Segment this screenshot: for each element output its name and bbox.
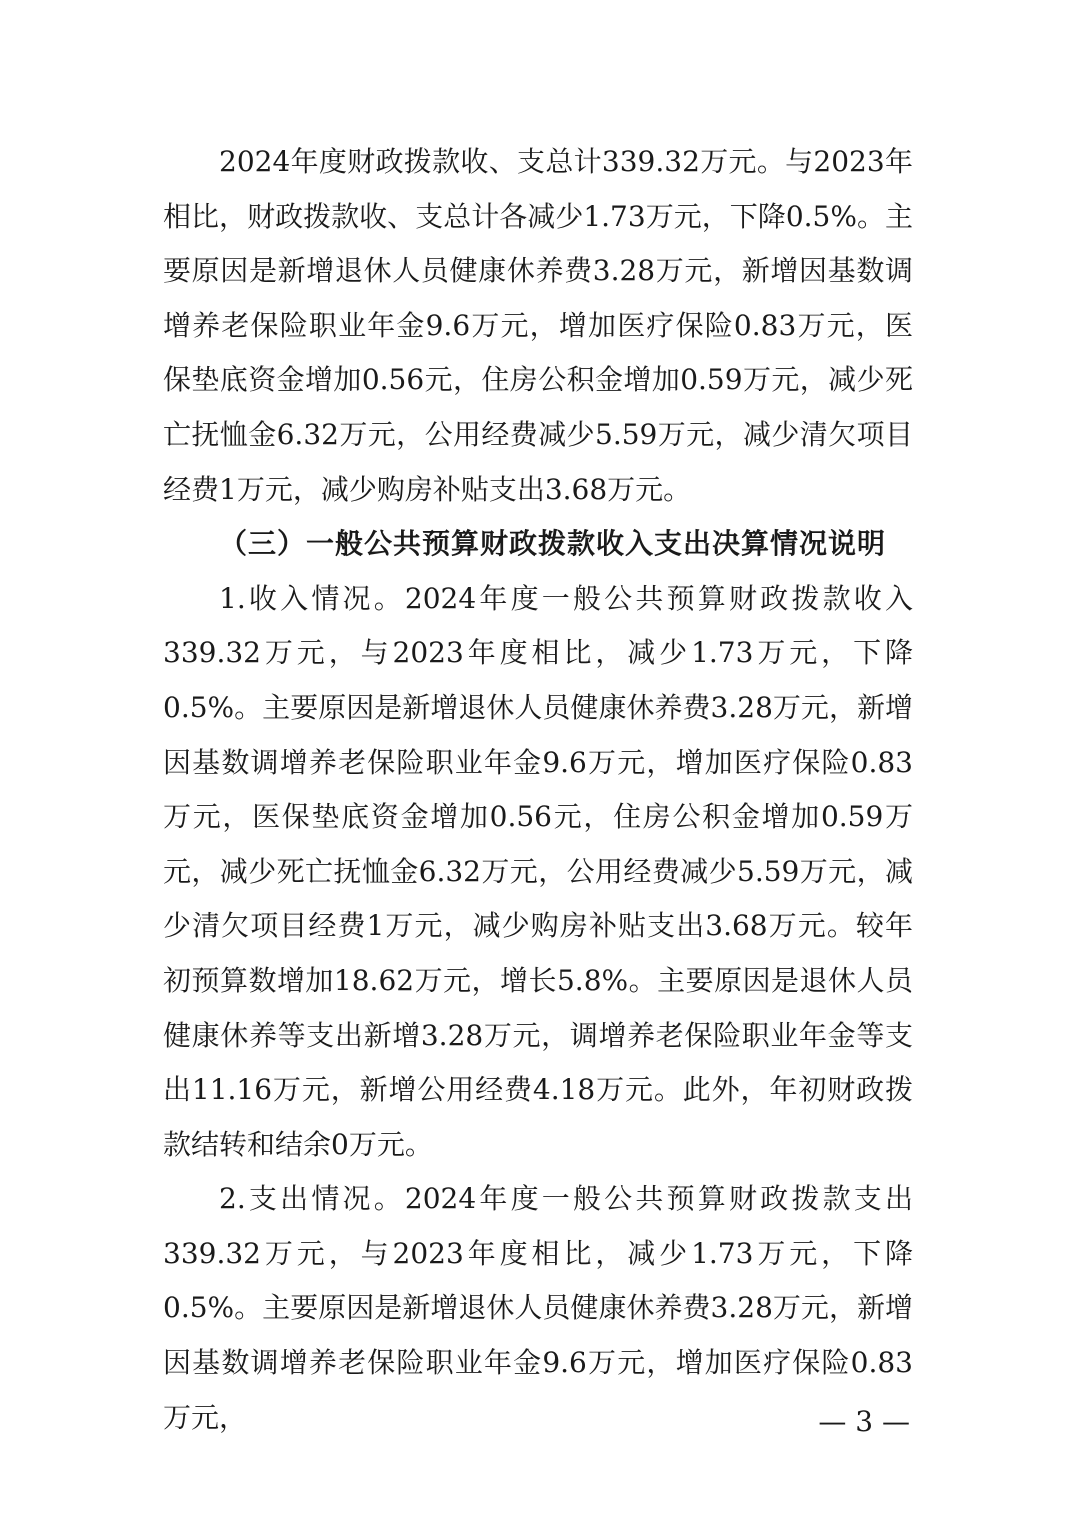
page-number-text: — 3 — xyxy=(818,1405,910,1438)
paragraph-fiscal-summary: 2024年度财政拨款收、支总计339.32万元。与2023年相比，财政拨款收、支总计各减少1.73万元，下降0.5%。主要原因是新增退休人员健康休养费3.28万元，新增因基数调增养老保险职业年金9.6万元，增加医疗保险0.83万元，医保垫底资金增加0.56元，住房公积金增加0.59万元，减少死亡抚恤金6.32万元，公用经费减少5.59万元，减少清欠项目经费1万元，减少购房补贴支出3.68万元。 xyxy=(163,145,913,506)
body-text xyxy=(163,135,913,1445)
paragraph-income: 1.收入情况。2024年度一般公共预算财政拨款收入339.32万元，与2023年度相比，减少1.73万元，下降0.5%。主要原因是新增退休人员健康休养费3.28万元，新增因基数调增养老保险职业年金9.6万元，增加医疗保险0.83万元，医保垫底资金增加0.56元，住房公积金增加0.59万元，减少死亡抚恤金6.32万元，公用经费减少5.59万元，减少清欠项目经费1万元，减少购房补贴支出3.68万元。较年初预算数增加18.62万元，增长5.8%。主要原因是退休人员健康休养等支出新增3.28万元，调增养老保险职业年金等支出11.16万元，新增公用经费4.18万元。此外，年初财政拨款结转和结余0万元。 xyxy=(163,581,913,1161)
paragraph-expenditure: 2.支出情况。2024年度一般公共预算财政拨款支出339.32万元，与2023年度相比，减少1.73万元，下降0.5%。主要原因是新增退休人员健康休养费3.28万元，新增因基数调增养老保险职业年金9.6万元，增加医疗保险0.83万元， xyxy=(163,1182,913,1434)
section-heading: （三）一般公共预算财政拨款收入支出决算情况说明 xyxy=(219,527,887,561)
page-number xyxy=(0,1405,1075,1438)
